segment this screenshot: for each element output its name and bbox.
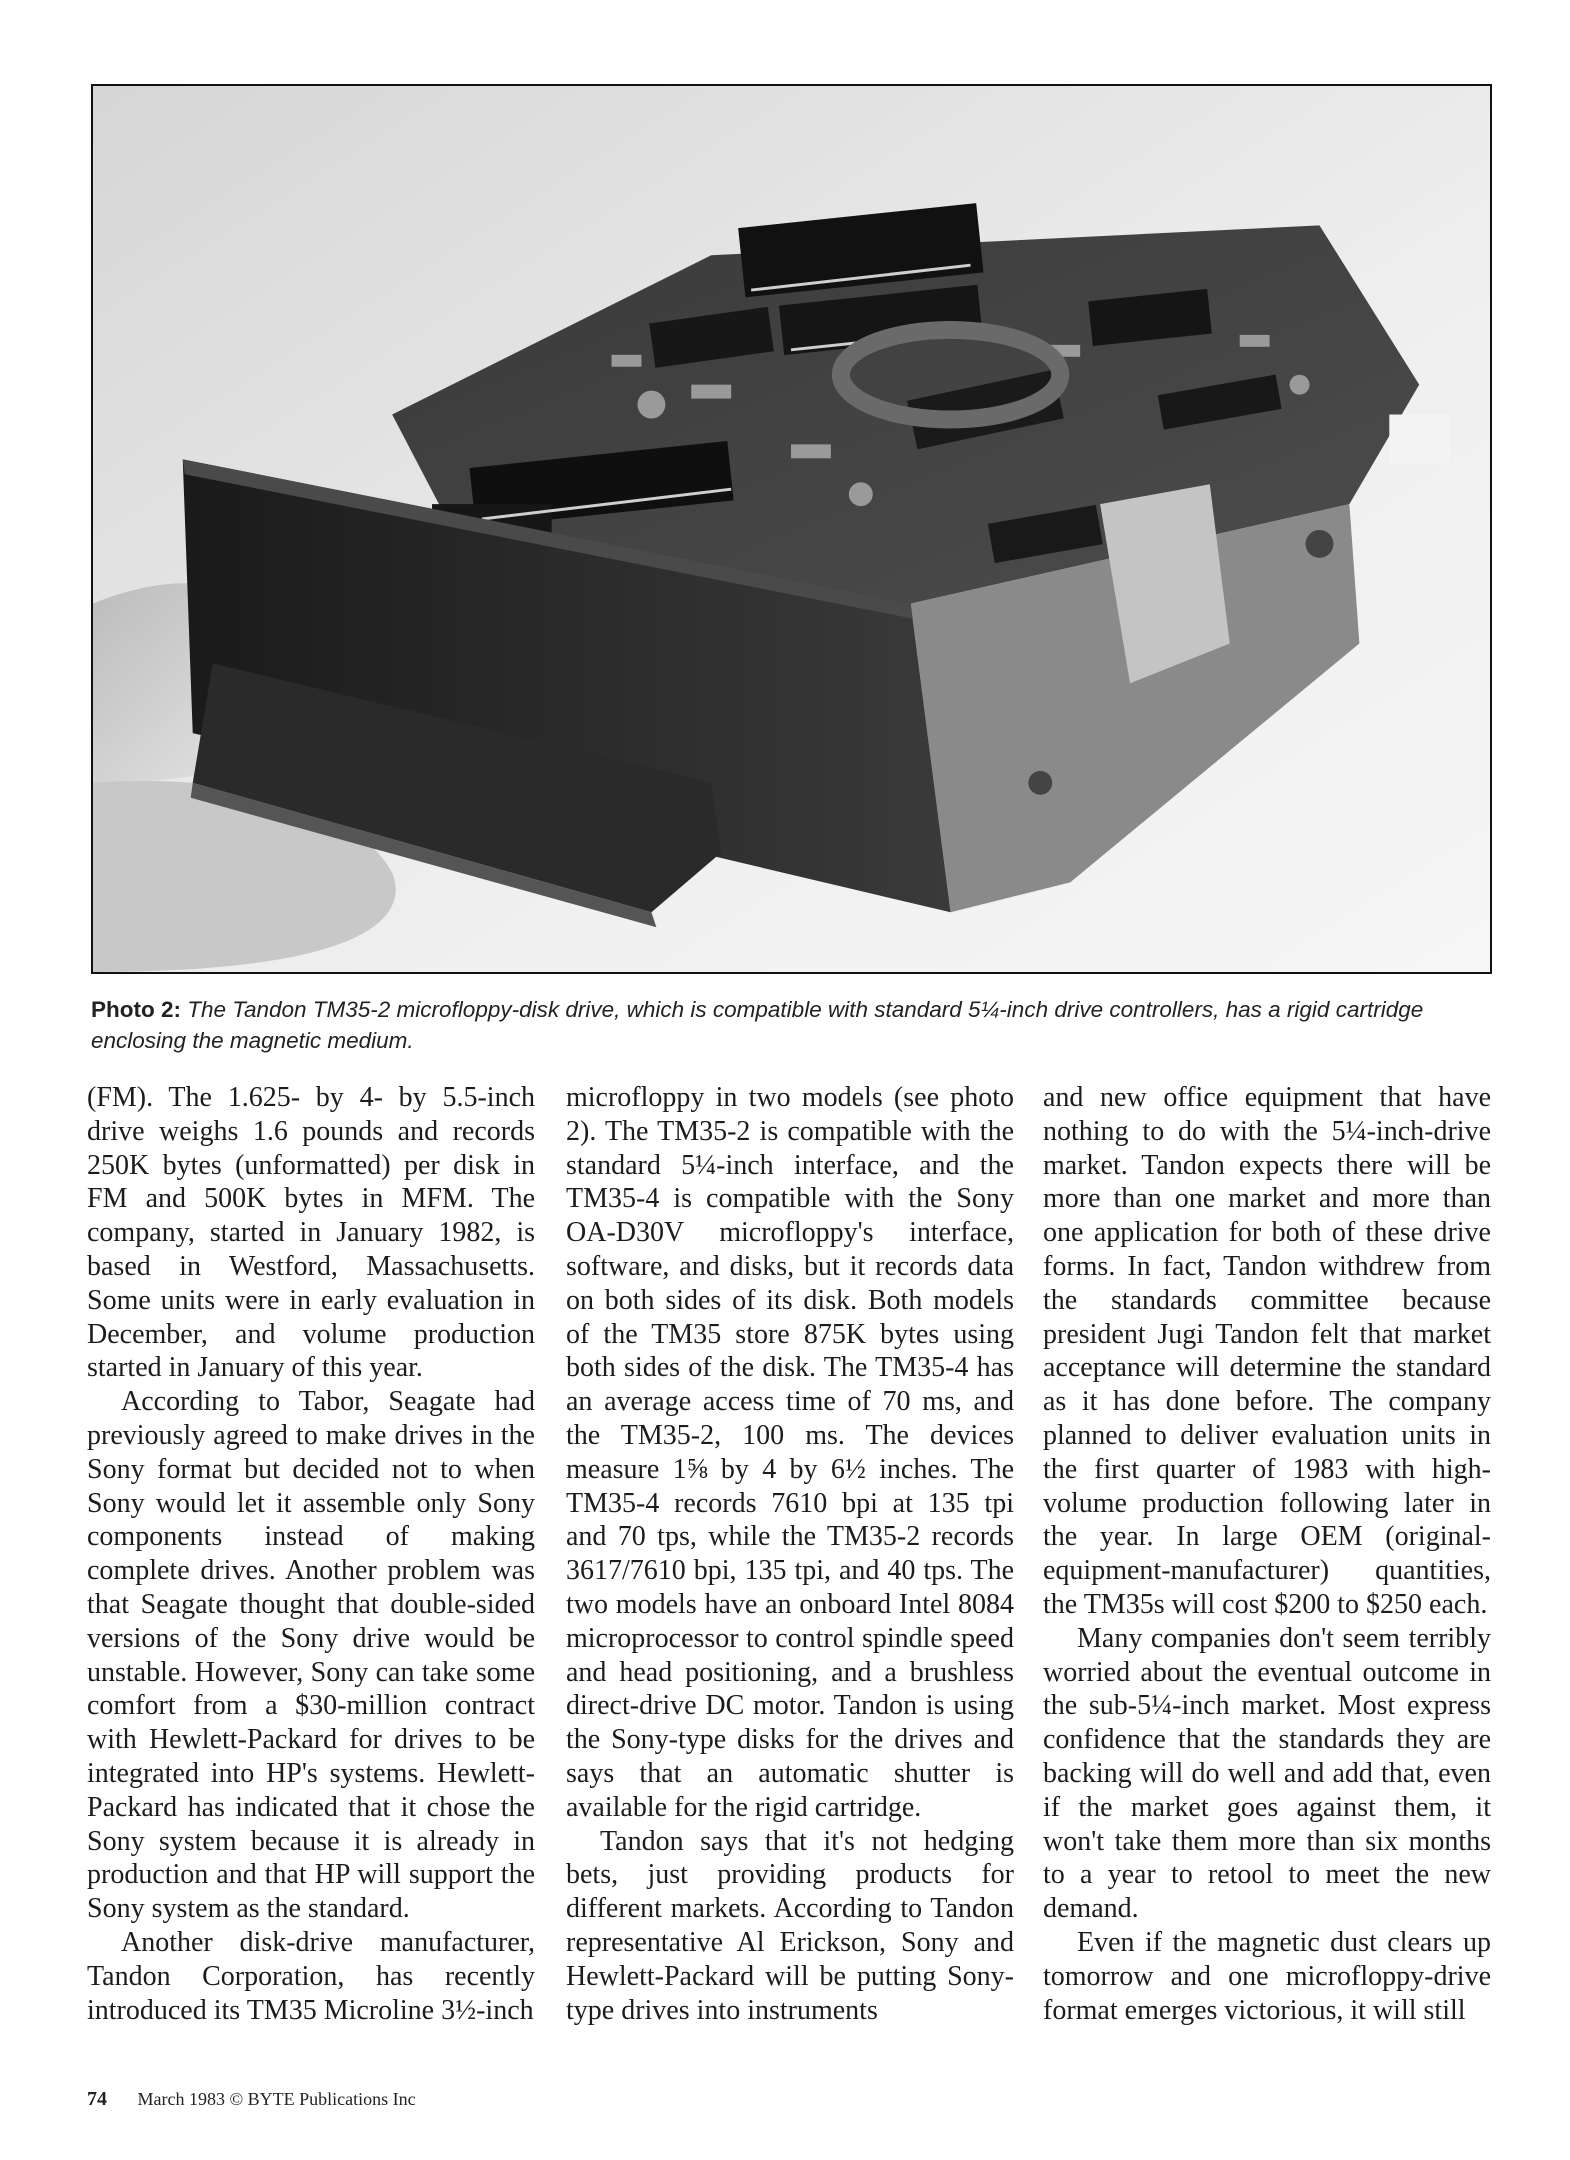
text-column-1 [87,1081,535,2027]
text-column-2 [566,1081,1014,2027]
paragraph: and new office equipment that have nothing to do with the 5¼-inch-drive market. Tandon expects there will be more than one market and more than one application for both of these drive forms. In fact, Tandon withdrew from the standards committee because president Jugi Tandon felt that market acceptance will determine the standard as it has done before. The company planned to deliver evaluation units in the first quarter of 1983 with high-volume production following later in the year. In large OEM (original-equipment-manufacturer) quantities, the TM35s will cost $200 to $250 each. [1043,1082,1491,1620]
text-column-3 [1043,1081,1491,2027]
photo-caption [91,994,1501,1056]
paragraph: Tandon says that it's not hedging bets, just providing products for different markets. According to Tandon representative Al Erickson, Sony and Hewlett-Packard will be putting Sony-type drives into instruments [566,1825,1014,2026]
page-number: 74 [87,2088,107,2110]
paragraph: Many companies don't seem terribly worried about the eventual outcome in the sub-5¼-inch market. Most express confidence that the standards they are backing will do well and add that, even if the market goes against them, it won't take them more than six months to a year to retool to meet the new demand. [1043,1622,1491,1925]
drive-photo [91,84,1492,974]
page-footer [87,2088,416,2111]
paragraph: (FM). The 1.625- by 4- by 5.5-inch drive weighs 1.6 pounds and records 250K bytes (unformatted) per disk in FM and 500K bytes in MFM. The company, started in January 1982, is based in Westford, Massachusetts. Some units were in early evaluation in December, and volume production started in January of this year. [87,1082,535,1384]
paragraph: Even if the magnetic dust clears up tomorrow and one microfloppy-drive format emerges victorious, it will still [1043,1926,1491,2026]
footer-credit: March 1983 © BYTE Publications Inc [137,2089,416,2109]
paragraph: According to Tabor, Seagate had previously agreed to make drives in the Sony format but decided not to when Sony would let it assemble only Sony components instead of making complete drives. Another problem was that Seagate thought that double-sided versions of the Sony drive would be unstable. However, Sony can take some comfort from a $30-million contract with Hewlett-Packard for drives to be integrated into HP's systems. Hewlett-Packard has indicated that it chose the Sony system because it is already in production and that HP will support the Sony system as the standard. [87,1386,535,1925]
tandon-drive-image [93,86,1490,972]
caption-lead: Photo 2: [91,997,181,1022]
paragraph: microfloppy in two models (see photo 2). The TM35-2 is compatible with the standard 5¼-inch interface, and the TM35-4 is compatible with the Sony OA-D30V microfloppy's interface, software, and disks, but it records data on both sides of its disk. Both models of the TM35 store 875K bytes using both sides of the disk. The TM35-4 has an average access time of 70 ms, and the TM35-2, 100 ms. The devices measure 1⅝ by 4 by 6½ inches. The TM35-4 records 7610 bpi at 135 tpi and 70 tps, while the TM35-2 records 3617/7610 bpi, 135 tpi, and 40 tps. The two models have an onboard Intel 8084 microprocessor to control spindle speed and head positioning, and a brushless direct-drive DC motor. Tandon is using the Sony-type disks for the drives and says that an automatic shutter is available for the rigid cartridge. [566,1082,1014,1823]
paragraph: Another disk-drive manufacturer, Tandon Corporation, has recently introduced its TM35 Microline 3½-inch [87,1926,535,2026]
caption-text: The Tandon TM35-2 microfloppy-disk drive, which is compatible with standard 5¼-inch drive controllers, has a rigid cartridge enclosing the magnetic medium. [91,997,1424,1053]
